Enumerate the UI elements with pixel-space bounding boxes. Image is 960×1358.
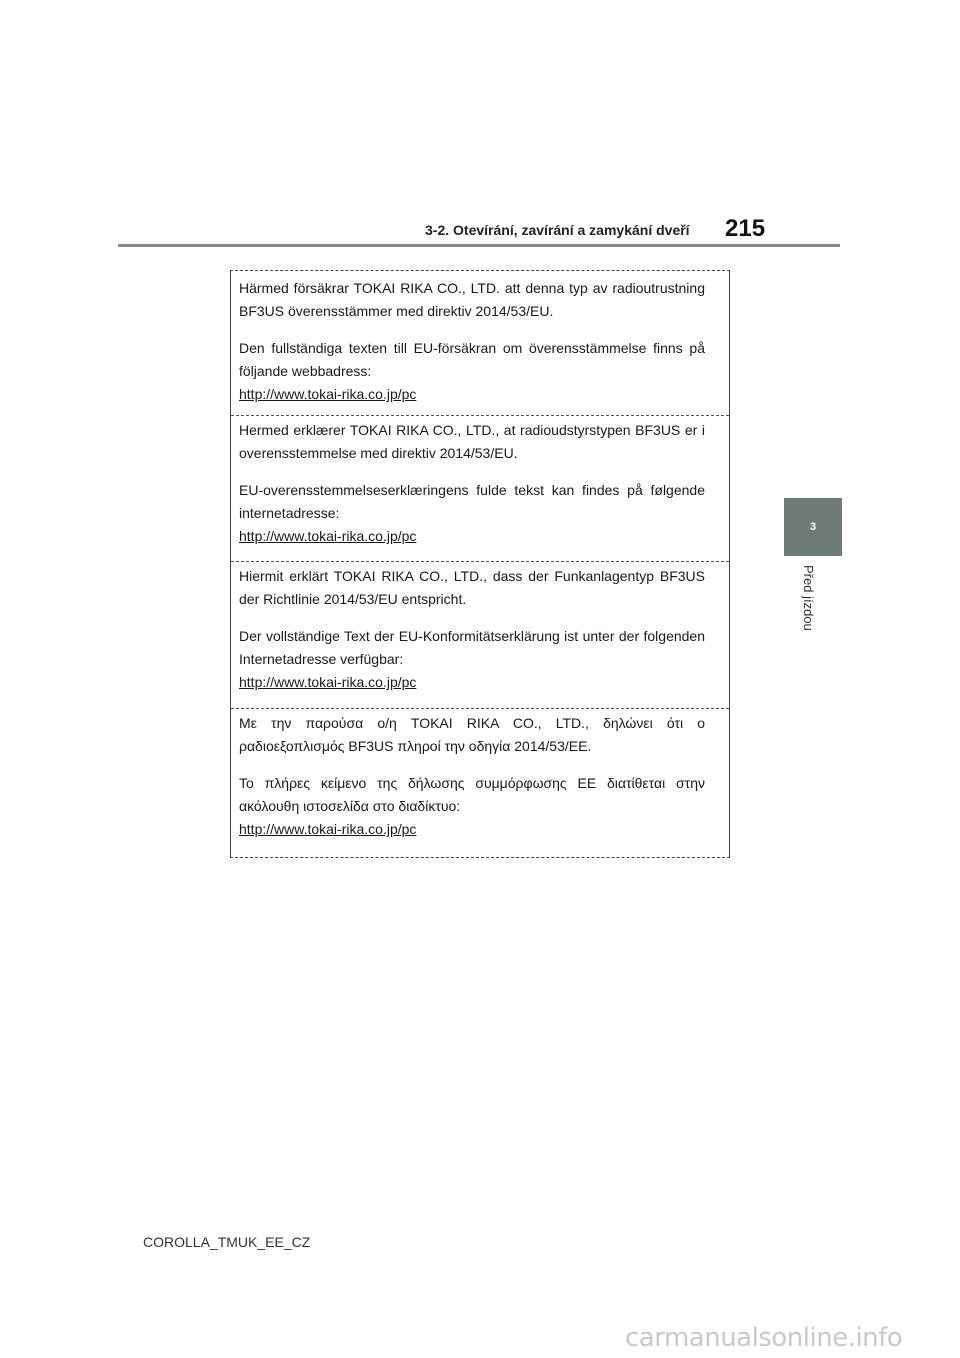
watermark: carmanualsonline.info — [625, 1323, 903, 1353]
notice-section-german — [231, 565, 729, 694]
availability-text: Der vollständige Text der EU-Konformitätserklärung ist unter der folgenden Internetadresse verfügbar: — [239, 628, 705, 667]
section-divider — [231, 415, 729, 416]
notice-section-swedish — [231, 277, 729, 406]
header-rule — [118, 244, 840, 247]
declaration-text: Με την παρούσα ο/η TOKAI RIKA CO., LTD., δηλώνει ότι ο ραδιοεξοπλισμός BF3US πληροί την οδηγία 2014/53/ΕΕ. — [239, 715, 705, 754]
availability-text: Το πλήρες κείμενο της δήλωσης συμμόρφωσης ΕΕ διατίθεται στην ακόλουθη ιστοσελίδα στο διαδίκτυο: — [239, 775, 705, 814]
section-divider — [231, 561, 729, 562]
declaration-link[interactable]: http://www.tokai-rika.co.jp/pc — [239, 821, 417, 837]
section-divider — [231, 708, 729, 709]
declaration-text: Hiermit erklärt TOKAI RIKA CO., LTD., dass der Funkanlagentyp BF3US der Richtlinie 2014/53/EU entspricht. — [239, 568, 705, 607]
declaration-link[interactable]: http://www.tokai-rika.co.jp/pc — [239, 528, 417, 544]
declaration-link[interactable]: http://www.tokai-rika.co.jp/pc — [239, 674, 417, 690]
declaration-text: Härmed försäkrar TOKAI RIKA CO., LTD. att denna typ av radioutrustning BF3US överensstämmer med direktiv 2014/53/EU. — [239, 280, 705, 319]
declaration-text: Hermed erklærer TOKAI RIKA CO., LTD., at radioudstyrstypen BF3US er i overensstemmelse med direktiv 2014/53/EU. — [239, 422, 705, 461]
notice-section-greek — [231, 712, 729, 841]
chapter-label: Před jízdou — [801, 565, 816, 631]
chapter-tab: 3 — [784, 498, 842, 556]
page-number: 215 — [725, 215, 766, 242]
notice-section-danish — [231, 419, 729, 548]
declaration-link[interactable]: http://www.tokai-rika.co.jp/pc — [239, 386, 417, 402]
availability-text: Den fullständiga texten till EU-försäkran om överensstämmelse finns på följande webbadress: — [239, 340, 705, 379]
document-code: COROLLA_TMUK_EE_CZ — [143, 1234, 311, 1250]
availability-text: EU-overensstemmelseserklæringens fulde tekst kan findes på følgende internetadresse: — [239, 482, 705, 521]
notice-box — [230, 270, 730, 858]
header-section-title: 3-2. Otevírání, zavírání a zamykání dveří — [425, 222, 690, 238]
